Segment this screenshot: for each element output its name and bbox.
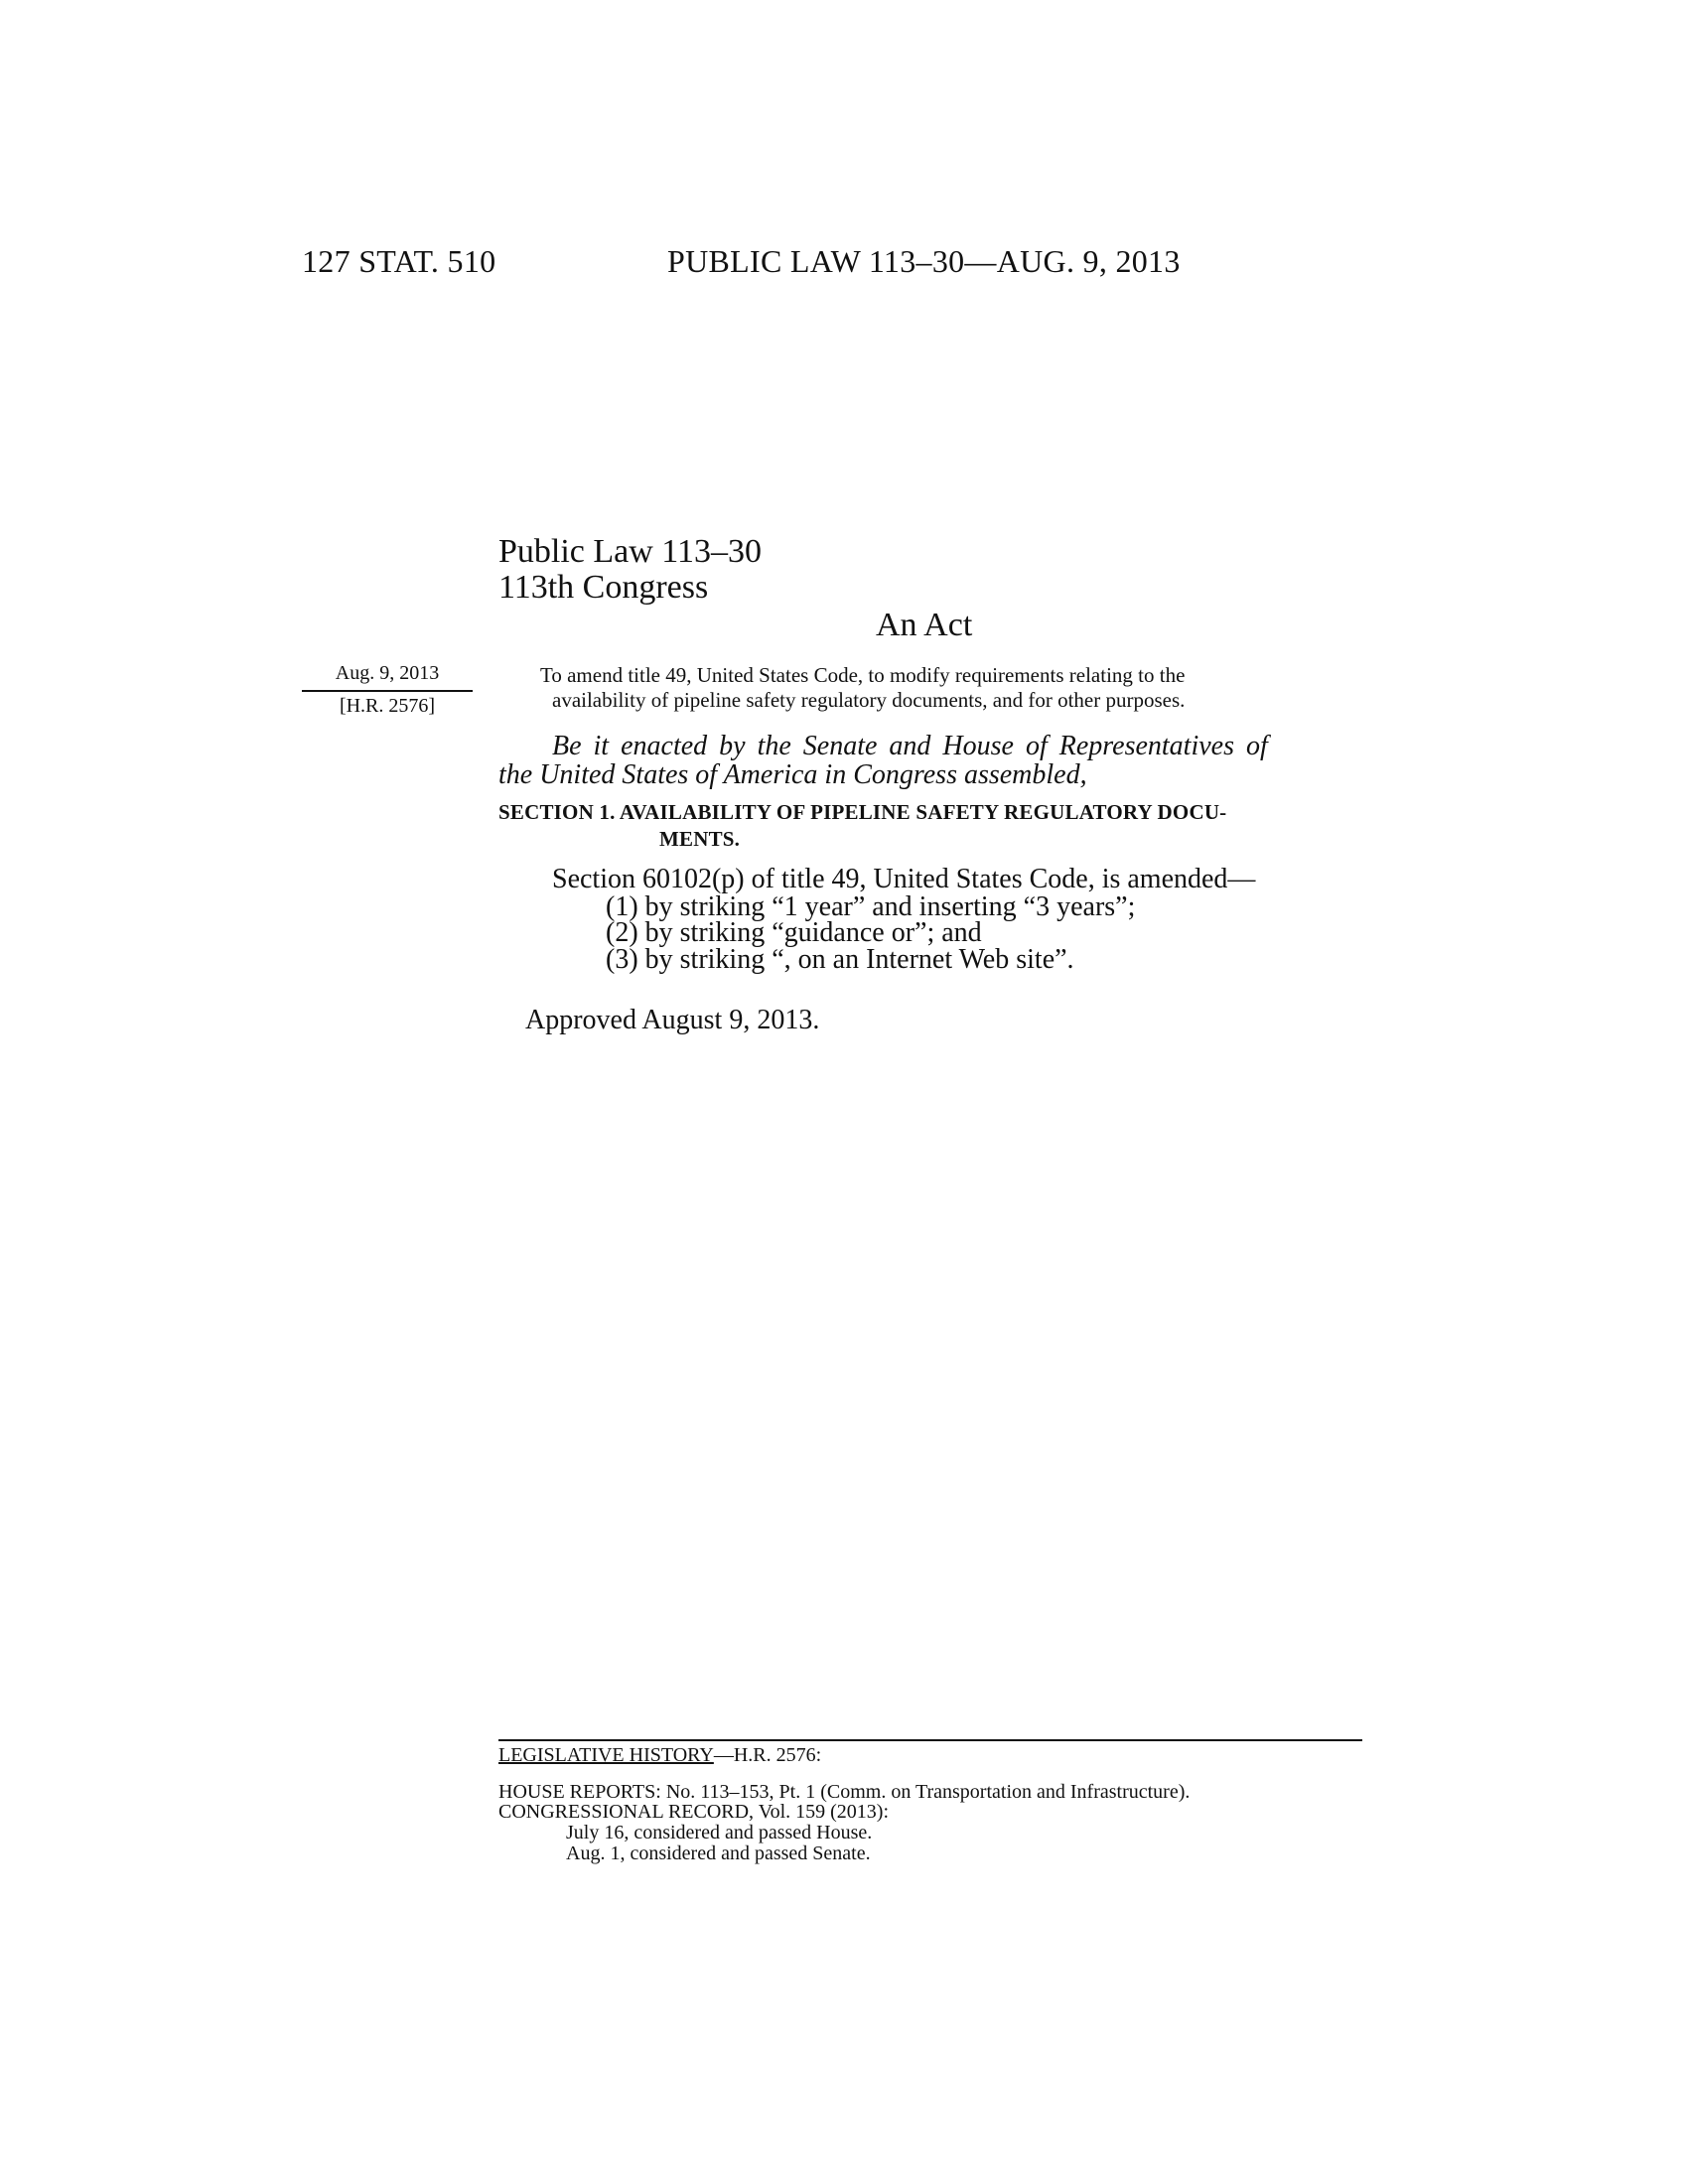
margin-date: Aug. 9, 2013 xyxy=(335,662,440,684)
law-number: Public Law 113–30 xyxy=(498,533,763,570)
record-entry: Aug. 1, considered and passed Senate. xyxy=(566,1843,871,1864)
section-heading-line-2: MENTS. xyxy=(659,827,741,851)
enacting-clause-line-1: Be it enacted by the Senate and House of Representatives of xyxy=(552,731,1268,761)
act-label: An Act xyxy=(876,607,973,643)
legislative-history-heading xyxy=(498,1744,821,1767)
section-text: Section 60102(p) of title 49, United States Code, is amended— xyxy=(552,864,1256,894)
amendment-item: (3) by striking “, on an Internet Web site”. xyxy=(606,944,1074,975)
running-head: PUBLIC LAW 113–30—AUG. 9, 2013 xyxy=(667,243,1181,279)
section-heading-line-1: SECTION 1. AVAILABILITY OF PIPELINE SAFETY REGULATORY DOCU- xyxy=(498,800,1227,824)
stat-page-number: 127 STAT. 510 xyxy=(302,243,496,279)
margin-bill-number: [H.R. 2576] xyxy=(339,695,436,717)
approval-date: Approved August 9, 2013. xyxy=(525,1005,820,1035)
footnote-divider xyxy=(498,1739,1362,1741)
purpose-line-2: availability of pipeline safety regulatory documents, and for other purposes. xyxy=(552,688,1186,712)
purpose-line-1: To amend title 49, United States Code, to modify requirements relating to the xyxy=(540,663,1186,687)
congress-label: 113th Congress xyxy=(498,569,709,606)
congressional-record: CONGRESSIONAL RECORD, Vol. 159 (2013): xyxy=(498,1801,889,1823)
house-reports: HOUSE REPORTS: No. 113–153, Pt. 1 (Comm. on Transportation and Infrastructure). xyxy=(498,1781,1191,1803)
amendment-item: (1) by striking “1 year” and inserting “3 years”; xyxy=(606,891,1136,922)
amendment-item: (2) by striking “guidance or”; and xyxy=(606,917,982,948)
record-entry: July 16, considered and passed House. xyxy=(566,1822,873,1843)
legislative-history-label: LEGISLATIVE HISTORY xyxy=(498,1744,714,1766)
enacting-clause-line-2: the United States of America in Congress assembled, xyxy=(498,759,1087,790)
legislative-history-bill: —H.R. 2576: xyxy=(713,1744,822,1766)
margin-divider xyxy=(302,690,473,692)
